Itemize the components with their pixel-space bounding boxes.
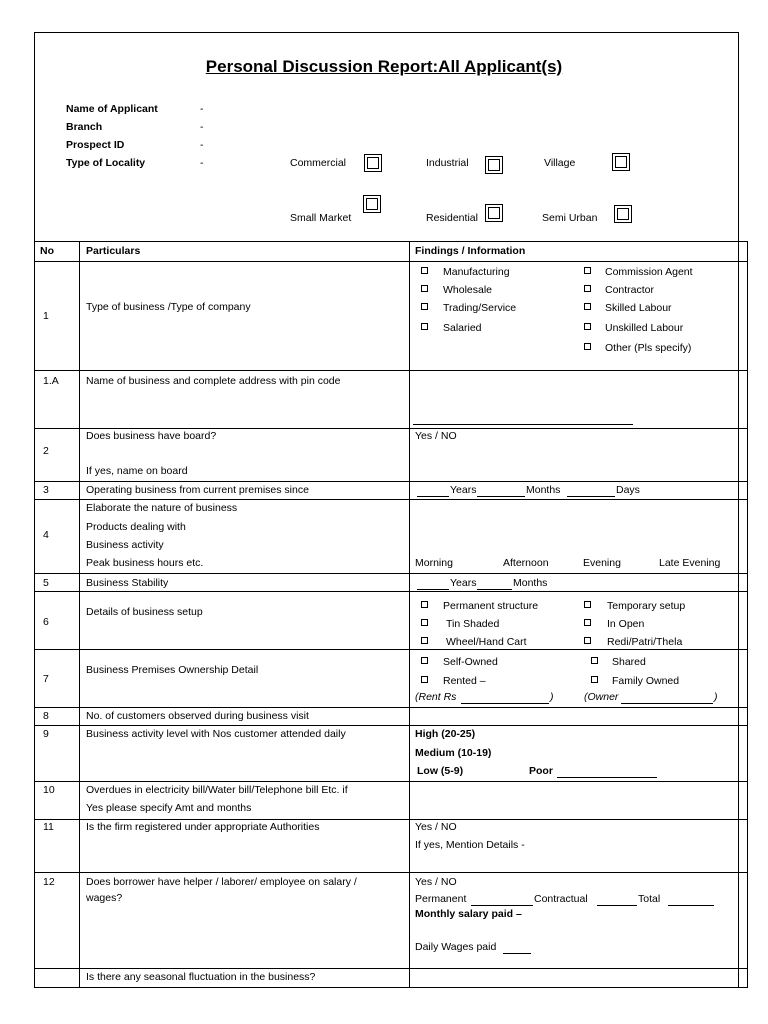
col-line xyxy=(747,241,748,988)
row-line xyxy=(34,987,748,988)
row-line xyxy=(34,573,748,574)
rent-close: ) xyxy=(550,691,554,703)
time-afternoon: Afternoon xyxy=(503,557,549,569)
row-line xyxy=(34,591,748,592)
row-1a-no: 1.A xyxy=(43,375,59,387)
locality-semi-urban-checkbox[interactable] xyxy=(614,205,632,223)
row-line xyxy=(34,499,748,500)
time-morning: Morning xyxy=(415,557,453,569)
rent-amount-blank[interactable] xyxy=(461,703,549,704)
option-permanent-structure: Permanent structure xyxy=(443,600,539,612)
row-11-details: If yes, Mention Details - xyxy=(415,839,525,851)
label-total: Total xyxy=(638,893,661,905)
row-4-line: Products dealing with xyxy=(86,521,186,533)
row-4-line: Peak business hours etc. xyxy=(86,557,204,569)
checkbox-temporary-setup[interactable] xyxy=(584,601,591,608)
option-tin-shaded: Tin Shaded xyxy=(446,618,500,630)
dash: - xyxy=(200,139,204,151)
checkbox-salaried[interactable] xyxy=(421,323,428,330)
checkbox-manufacturing[interactable] xyxy=(421,267,428,274)
years-blank[interactable] xyxy=(417,496,449,497)
row-6-no: 6 xyxy=(43,616,49,628)
row-1a-particulars: Name of business and complete address with pin code xyxy=(86,375,341,387)
option-shared: Shared xyxy=(612,656,646,668)
locality-residential-checkbox[interactable] xyxy=(485,204,503,222)
row-12-answer: Yes / NO xyxy=(415,876,457,888)
level-low: Low (5-9) xyxy=(417,765,464,777)
time-late-evening: Late Evening xyxy=(659,557,721,569)
label-branch: Branch xyxy=(66,121,103,133)
page-title: Personal Discussion Report:All Applicant(s) xyxy=(205,57,563,76)
months-blank[interactable] xyxy=(477,589,512,590)
label-daily-wages: Daily Wages paid xyxy=(415,941,497,953)
years-blank[interactable] xyxy=(417,589,449,590)
row-13-particulars: Is there any seasonal fluctuation in the business? xyxy=(86,971,316,983)
row-5-no: 5 xyxy=(43,577,49,589)
owner-label: (Owner xyxy=(584,691,619,703)
col-line xyxy=(409,241,410,988)
col-line xyxy=(79,241,80,988)
col-header-particulars: Particulars xyxy=(86,245,141,257)
row-3-no: 3 xyxy=(43,484,49,496)
row-10-line1: Overdues in electricity bill/Water bill/Telephone bill Etc. if xyxy=(86,784,348,796)
checkbox-redi-patri-thela[interactable] xyxy=(584,637,591,644)
option-other: Other (Pls specify) xyxy=(605,342,692,354)
option-wheel-hand-cart: Wheel/Hand Cart xyxy=(446,636,527,648)
locality-semi-urban-label: Semi Urban xyxy=(542,212,598,224)
label-monthly-salary: Monthly salary paid – xyxy=(415,908,522,920)
row-3-years: Years xyxy=(450,484,477,496)
option-manufacturing: Manufacturing xyxy=(443,266,510,278)
row-3-particulars: Operating business from current premises since xyxy=(86,484,309,496)
label-type-of-locality: Type of Locality xyxy=(66,157,146,169)
row-4-line: Business activity xyxy=(86,539,164,551)
row-3-months: Months xyxy=(526,484,561,496)
row-8-no: 8 xyxy=(43,710,49,722)
row-line xyxy=(34,481,748,482)
checkbox-wholesale[interactable] xyxy=(421,285,428,292)
option-salaried: Salaried xyxy=(443,322,482,334)
row-line xyxy=(34,819,748,820)
row-2-no: 2 xyxy=(43,445,49,457)
locality-commercial-checkbox[interactable] xyxy=(364,154,382,172)
row-9-no: 9 xyxy=(43,728,49,740)
checkbox-trading-service[interactable] xyxy=(421,303,428,310)
row-line xyxy=(34,428,748,429)
checkbox-contractor[interactable] xyxy=(584,285,591,292)
option-wholesale: Wholesale xyxy=(443,284,493,296)
label-permanent: Permanent xyxy=(415,893,467,905)
row-5-months: Months xyxy=(513,577,548,589)
level-high: High (20-25) xyxy=(415,728,476,740)
daily-wages-blank[interactable] xyxy=(503,953,531,954)
locality-industrial-checkbox[interactable] xyxy=(485,156,503,174)
option-contractor: Contractor xyxy=(605,284,655,296)
row-12-line1: Does borrower have helper / laborer/ employee on salary / xyxy=(86,876,357,888)
level-medium: Medium (10-19) xyxy=(415,747,492,759)
dash: - xyxy=(200,103,204,115)
checkbox-permanent-structure[interactable] xyxy=(421,601,428,608)
row-12-line2: wages? xyxy=(86,892,123,904)
row-11-no: 11 xyxy=(43,821,54,833)
row-2-answer: Yes / NO xyxy=(415,430,457,442)
locality-village-label: Village xyxy=(544,157,576,169)
locality-small-market-label: Small Market xyxy=(290,212,352,224)
row-12-no: 12 xyxy=(43,876,55,888)
row-7-no: 7 xyxy=(43,673,49,685)
checkbox-other[interactable] xyxy=(584,343,591,350)
checkbox-skilled-labour[interactable] xyxy=(584,303,591,310)
option-in-open: In Open xyxy=(607,618,645,630)
checkbox-unskilled-labour[interactable] xyxy=(584,323,591,330)
owner-close: ) xyxy=(714,691,718,703)
label-name-of-applicant: Name of Applicant xyxy=(66,103,158,115)
option-redi-patri-thela: Redi/Patri/Thela xyxy=(607,636,683,648)
checkbox-rented[interactable] xyxy=(421,676,428,683)
row-line xyxy=(34,649,748,650)
locality-small-market-checkbox[interactable] xyxy=(363,195,381,213)
col-line xyxy=(34,241,35,988)
months-blank[interactable] xyxy=(477,496,525,497)
row-7-particulars: Business Premises Ownership Detail xyxy=(86,664,259,676)
option-self-owned: Self-Owned xyxy=(443,656,498,668)
row-9-particulars: Business activity level with Nos customer attended daily xyxy=(86,728,346,740)
row-11-particulars: Is the firm registered under appropriate Authorities xyxy=(86,821,320,833)
row-10-line2: Yes please specify Amt and months xyxy=(86,802,252,814)
row-1-no: 1 xyxy=(43,310,49,322)
row-line xyxy=(34,968,748,969)
row-5-years: Years xyxy=(450,577,477,589)
col-header-findings: Findings / Information xyxy=(415,245,526,257)
checkbox-commission-agent[interactable] xyxy=(584,267,591,274)
row-2-subquestion: If yes, name on board xyxy=(86,465,188,477)
col-header-no: No xyxy=(40,245,54,257)
row-line xyxy=(34,872,748,873)
total-blank[interactable] xyxy=(668,905,714,906)
row-1-particulars: Type of business /Type of company xyxy=(86,301,251,313)
row-4-no: 4 xyxy=(43,529,49,541)
locality-commercial-label: Commercial xyxy=(290,157,347,169)
row-line xyxy=(34,725,748,726)
row-line xyxy=(34,781,748,782)
option-family-owned: Family Owned xyxy=(612,675,680,687)
option-skilled-labour: Skilled Labour xyxy=(605,302,672,314)
level-poor: Poor xyxy=(529,765,553,777)
locality-village-checkbox[interactable] xyxy=(612,153,630,171)
address-blank-line[interactable] xyxy=(413,424,633,425)
row-4-line: Elaborate the nature of business xyxy=(86,502,238,514)
row-2-question: Does business have board? xyxy=(86,430,217,442)
row-11-answer: Yes / NO xyxy=(415,821,457,833)
permanent-blank[interactable] xyxy=(471,905,533,906)
label-contractual: Contractual xyxy=(534,893,588,905)
owner-blank[interactable] xyxy=(621,703,713,704)
checkbox-family-owned[interactable] xyxy=(591,676,598,683)
dash: - xyxy=(200,157,204,169)
label-prospect-id: Prospect ID xyxy=(66,139,125,151)
row-5-particulars: Business Stability xyxy=(86,577,169,589)
option-unskilled-labour: Unskilled Labour xyxy=(605,322,684,334)
row-line xyxy=(34,241,748,242)
poor-blank[interactable] xyxy=(557,777,657,778)
contractual-blank[interactable] xyxy=(597,905,637,906)
checkbox-tin-shaded[interactable] xyxy=(421,619,428,626)
checkbox-self-owned[interactable] xyxy=(421,657,428,664)
row-line xyxy=(34,707,748,708)
row-line xyxy=(34,370,748,371)
row-3-days: Days xyxy=(616,484,640,496)
checkbox-in-open[interactable] xyxy=(584,619,591,626)
locality-industrial-label: Industrial xyxy=(426,157,469,169)
row-8-particulars: No. of customers observed during business visit xyxy=(86,710,309,722)
locality-residential-label: Residential xyxy=(426,212,478,224)
dash: - xyxy=(200,121,204,133)
row-10-no: 10 xyxy=(43,784,55,796)
checkbox-shared[interactable] xyxy=(591,657,598,664)
rent-amount-label: (Rent Rs xyxy=(415,691,457,703)
row-6-particulars: Details of business setup xyxy=(86,606,203,618)
days-blank[interactable] xyxy=(567,496,615,497)
row-line xyxy=(34,261,748,262)
option-temporary-setup: Temporary setup xyxy=(607,600,686,612)
option-commission-agent: Commission Agent xyxy=(605,266,693,278)
option-rented: Rented – xyxy=(443,675,486,687)
option-trading-service: Trading/Service xyxy=(443,302,517,314)
checkbox-wheel-hand-cart[interactable] xyxy=(421,637,428,644)
time-evening: Evening xyxy=(583,557,621,569)
